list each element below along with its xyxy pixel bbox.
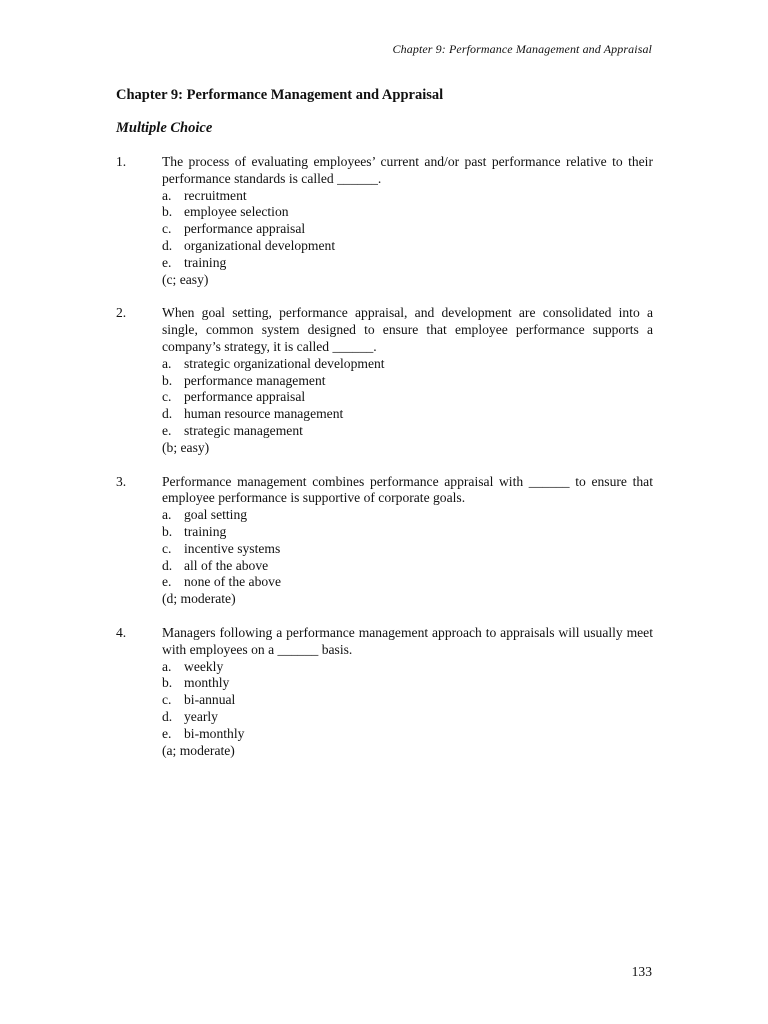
option-text: organizational development [184,237,336,253]
question-list [116,154,653,759]
option-letter: b. [162,204,173,220]
option-letter: c. [162,692,172,708]
option-b [162,373,653,390]
option-b [162,204,653,221]
question-text: Performance management combines performance appraisal with ______ to ensure that employee performance is supportive of corporate goals. [162,473,653,506]
option-text: all of the above [184,557,269,573]
option-letter: e. [162,725,172,741]
question-text: When goal setting, performance appraisal, and development are consolidated into a single, common system designed to ensure that employee performance supports a company’s strategy, it is called ______. [162,305,653,354]
option-letter: b. [162,523,173,539]
option-d [162,238,653,255]
question-1 [116,154,653,288]
option-b [162,675,653,692]
option-a [162,356,653,373]
option-letter: d. [162,406,173,422]
option-letter: d. [162,708,173,724]
option-text: incentive systems [184,540,281,556]
question-4 [116,625,653,759]
option-c [162,541,653,558]
answer-key: (d; moderate) [162,591,236,607]
option-e [162,255,653,272]
option-letter: e. [162,422,172,438]
option-letter: b. [162,372,173,388]
option-text: none of the above [184,574,282,590]
option-letter: b. [162,675,173,691]
question-text: Managers following a performance management approach to appraisals will usually meet with employees on a ______ basis. [162,624,653,657]
option-a [162,507,653,524]
option-text: training [184,254,227,270]
option-e [162,423,653,440]
option-text: weekly [184,658,224,674]
option-text: bi-monthly [184,725,245,741]
option-letter: c. [162,221,172,237]
question-3 [116,474,653,608]
page-number: 133 [631,964,652,979]
option-text: bi-annual [184,692,236,708]
option-text: strategic organizational development [184,355,385,371]
option-letter: a. [162,355,172,371]
option-c [162,389,653,406]
option-letter: a. [162,187,172,203]
option-c [162,692,653,709]
option-letter: c. [162,540,172,556]
option-text: strategic management [184,422,303,438]
running-header: Chapter 9: Performance Management and Appraisal [392,42,652,56]
question-number: 2. [116,305,127,321]
section-title: Multiple Choice [116,120,213,136]
option-text: performance management [184,372,326,388]
option-e [162,574,653,591]
option-letter: d. [162,557,173,573]
option-d [162,709,653,726]
option-letter: c. [162,389,172,405]
option-d [162,406,653,423]
option-e [162,726,653,743]
option-text: training [184,523,227,539]
option-letter: a. [162,658,172,674]
answer-key: (b; easy) [162,439,210,455]
answer-key: (c; easy) [162,271,209,287]
option-letter: a. [162,507,172,523]
option-a [162,188,653,205]
option-letter: d. [162,237,173,253]
option-text: yearly [184,708,218,724]
question-number: 3. [116,473,127,489]
option-text: human resource management [184,406,344,422]
option-text: performance appraisal [184,389,306,405]
option-text: goal setting [184,507,248,523]
option-b [162,524,653,541]
question-number: 4. [116,624,127,640]
option-text: monthly [184,675,230,691]
answer-key: (a; moderate) [162,742,235,758]
option-d [162,558,653,575]
option-text: recruitment [184,187,247,203]
option-text: performance appraisal [184,221,306,237]
chapter-title: Chapter 9: Performance Management and Appraisal [116,87,444,103]
option-letter: e. [162,254,172,270]
option-c [162,221,653,238]
question-2 [116,305,653,456]
question-number: 1. [116,154,127,169]
option-letter: e. [162,574,172,590]
question-text: The process of evaluating employees’ current and/or past performance relative to their performance standards is called ______. [162,154,653,186]
option-text: employee selection [184,204,289,220]
option-a [162,659,653,676]
